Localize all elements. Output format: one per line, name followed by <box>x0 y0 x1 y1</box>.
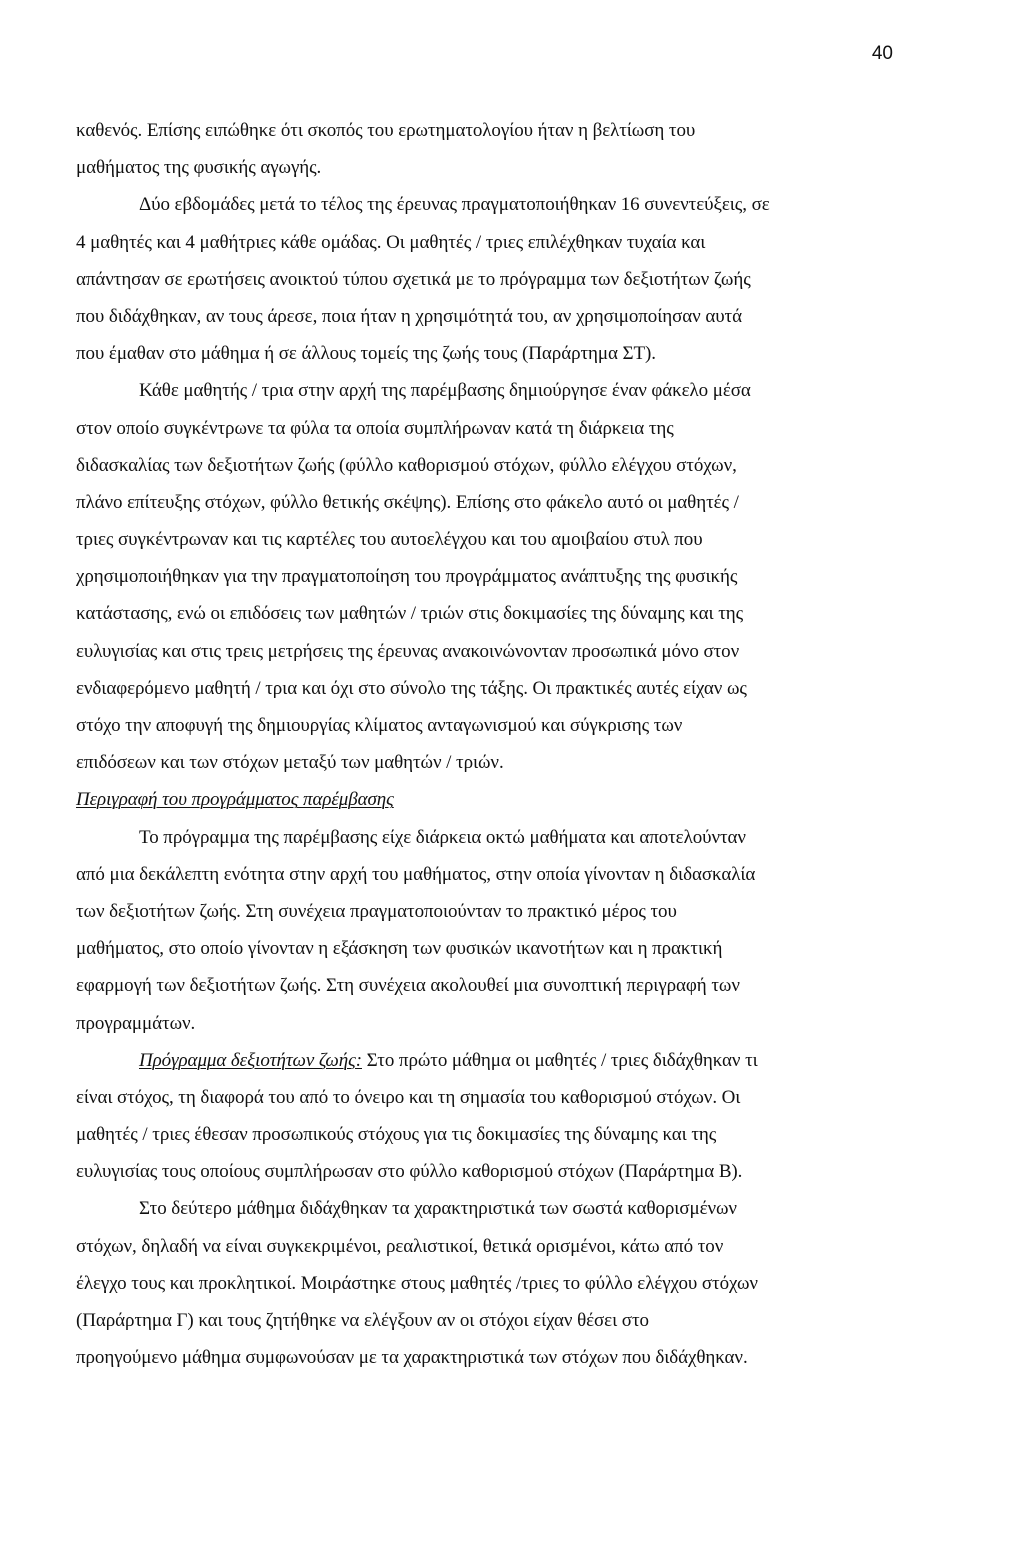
text-line: επιδόσεων και των στόχων μεταξύ των μαθητών / τριών. <box>76 752 504 774</box>
text-line: κατάστασης, ενώ οι επιδόσεις των μαθητών / τριών στις δοκιμασίες της δύναμης και της <box>76 603 744 625</box>
subheading-continuation: Στο πρώτο μάθημα οι μαθητές / τριες διδάχθηκαν τι <box>361 1049 758 1071</box>
text-line: προγραμμάτων. <box>76 1012 196 1034</box>
text-line: μαθήματος, στο οποίο γίνονταν η εξάσκηση των φυσικών ικανοτήτων και η πρακτική <box>76 938 723 960</box>
subheading-title: Πρόγραμμα δεξιοτήτων ζωής: <box>139 1049 362 1071</box>
text-line: τριες συγκέντρωναν και τις καρτέλες του αυτοελέγχου και του αμοιβαίου στυλ που <box>76 529 703 551</box>
paragraph-start-line: Το πρόγραμμα της παρέμβασης είχε διάρκεια οκτώ μαθήματα και αποτελούνταν <box>139 826 746 848</box>
text-line: χρησιμοποιήθηκαν για την πραγματοποίηση του προγράμματος ανάπτυξης της φυσικής <box>76 566 738 588</box>
text-line: των δεξιοτήτων ζωής. Στη συνέχεια πραγματοποιούνταν το πρακτικό μέρος του <box>76 900 677 922</box>
paragraph-start-line: Στο δεύτερο μάθημα διδάχθηκαν τα χαρακτηριστικά των σωστά καθορισμένων <box>139 1198 737 1220</box>
text-line: ευλυγισίας τους οποίους συμπλήρωσαν στο φύλλο καθορισμού στόχων (Παράρτημα Β). <box>76 1161 743 1183</box>
text-line: που έμαθαν στο μάθημα ή σε άλλους τομείς της ζωής τους (Παράρτημα ΣΤ). <box>76 343 656 365</box>
text-line: που διδάχθηκαν, αν τους άρεσε, ποια ήταν η χρησιμότητά του, αν χρησιμοποίησαν αυτά <box>76 305 742 327</box>
text-line: διδασκαλίας των δεξιοτήτων ζωής (φύλλο καθορισμού στόχων, φύλλο ελέγχου στόχων, <box>76 454 737 476</box>
text-line: έλεγχο τους και προκλητικοί. Μοιράστηκε στους μαθητές /τριες το φύλλο ελέγχου στόχων <box>76 1272 758 1294</box>
text-line: στον οποίο συγκέντρωνε τα φύλα τα οποία συμπλήρωναν κατά τη διάρκεια της <box>76 417 674 439</box>
paragraph-start-line: Κάθε μαθητής / τρια στην αρχή της παρέμβασης δημιούργησε έναν φάκελο μέσα <box>139 380 751 402</box>
text-line: μαθητές / τριες έθεσαν προσωπικούς στόχους για τις δοκιμασίες της δύναμης και της <box>76 1124 717 1146</box>
section-heading: Περιγραφή του προγράμματος παρέμβασης <box>76 789 394 811</box>
text-line: είναι στόχος, τη διαφορά του από το όνειρο και τη σημασία του καθορισμού στόχων. Οι <box>76 1086 741 1108</box>
text-line: πλάνο επίτευξης στόχων, φύλλο θετικής σκέψης). Επίσης στο φάκελο αυτό οι μαθητές / <box>76 491 739 513</box>
text-line: (Παράρτημα Γ) και τους ζητήθηκε να ελέγξουν αν οι στόχοι είχαν θέσει στο <box>76 1310 649 1331</box>
page-number: 40 <box>871 43 893 64</box>
subheading-line <box>76 1042 896 1079</box>
text-line: στόχων, δηλαδή να είναι συγκεκριμένοι, ρεαλιστικοί, θετικά ορισμένοι, κάτω από τον <box>76 1235 724 1257</box>
text-line: 4 μαθητές και 4 μαθήτριες κάθε ομάδας. Οι μαθητές / τριες επιλέχθηκαν τυχαία και <box>76 231 706 253</box>
text-line: ευλυγισίας και στις τρεις μετρήσεις της έρευνας ανακοινώνονταν προσωπικά μόνο στον <box>76 640 740 662</box>
text-line: καθενός. Επίσης ειπώθηκε ότι σκοπός του ερωτηματολογίου ήταν η βελτίωση του <box>76 120 696 141</box>
document-body <box>76 112 896 1376</box>
text-line: στόχο την αποφυγή της δημιουργίας κλίματος ανταγωνισμού και σύγκρισης των <box>76 715 683 736</box>
text-line: από μια δεκάλεπτη ενότητα στην αρχή του μαθήματος, στην οποία γίνονταν η διδασκαλία <box>76 863 756 885</box>
text-line: εφαρμογή των δεξιοτήτων ζωής. Στη συνέχεια ακολουθεί μια συνοπτική περιγραφή των <box>76 975 740 997</box>
paragraph-start-line: Δύο εβδομάδες μετά το τέλος της έρευνας πραγματοποιήθηκαν 16 συνεντεύξεις, σε <box>139 194 770 216</box>
text-line: απάντησαν σε ερωτήσεις ανοικτού τύπου σχετικά με το πρόγραμμα των δεξιοτήτων ζωής <box>76 268 751 290</box>
text-line: μαθήματος της φυσικής αγωγής. <box>76 157 322 179</box>
text-line: ενδιαφερόμενο μαθητή / τρια και όχι στο σύνολο της τάξης. Οι πρακτικές αυτές είχαν ως <box>76 677 747 699</box>
text-line: προηγούμενο μάθημα συμφωνούσαν με τα χαρακτηριστικά των στόχων που διδάχθηκαν. <box>76 1347 748 1369</box>
